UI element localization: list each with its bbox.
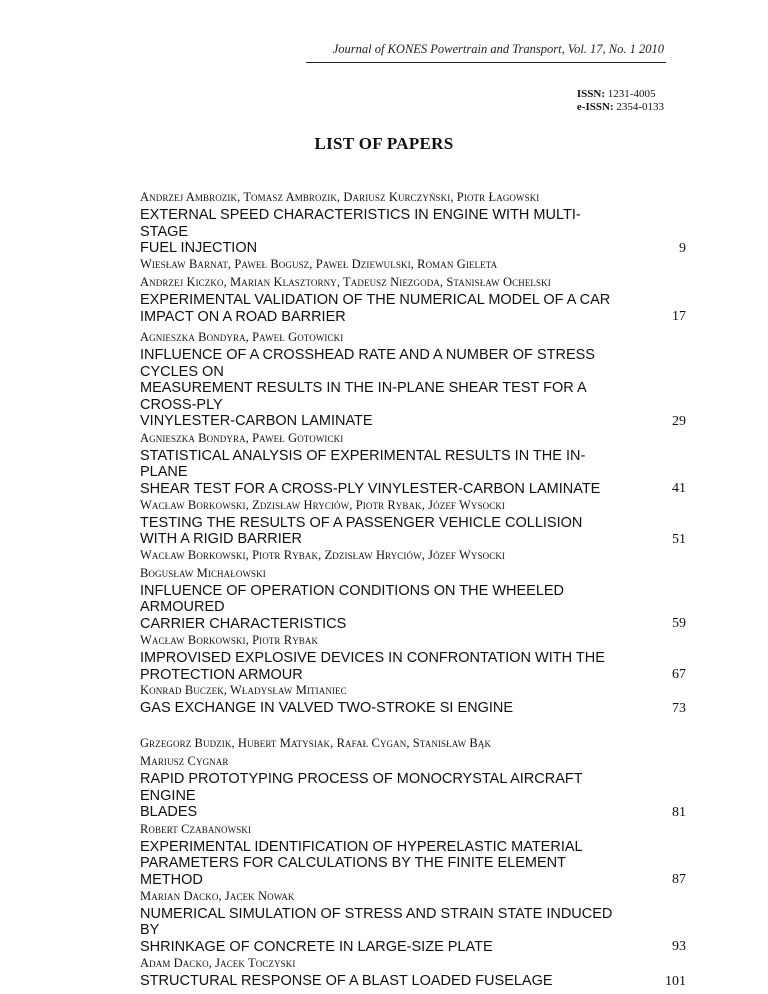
eissn-value: 2354-0133 (616, 101, 664, 113)
page-title: LIST OF PAPERS (314, 134, 454, 153)
paper-authors (140, 820, 686, 838)
author-line: Agnieszka Bondyra, Paweł Gotowicki (140, 430, 344, 445)
paper-title: EXPERIMENTAL VALIDATION OF THE NUMERICAL MODEL OF A CAR IMPACT ON A ROAD BARRIER (140, 292, 611, 325)
paper-entry (140, 734, 686, 821)
paper-authors (140, 496, 686, 514)
eissn-label: e-ISSN: (576, 101, 614, 113)
author-line: Grzegorz Budzik, Hubert Matysiak, Rafał Cygan, Stanisław Bąk (140, 736, 492, 751)
author-line: Bogusław Michałowski (140, 565, 266, 580)
author-line: Mariusz Cygnar (140, 754, 229, 769)
paper-page-number: 87 (672, 872, 686, 888)
paper-entry (140, 496, 686, 548)
paper-title: GAS EXCHANGE IN VALVED TWO-STROKE SI ENGINE (140, 700, 514, 717)
author-line: Andrzej Ambrozik, Tomasz Ambrozik, Dariusz Kurczyński, Piotr Łagowski (140, 190, 540, 204)
paper-title: NUMERICAL SIMULATION OF STRESS AND STRAIN STATE INDUCED BY SHRINKAGE OF CONCRETE IN LARGE-SIZE PLATE (140, 905, 613, 955)
paper-entry (140, 328, 686, 430)
paper-authors (140, 954, 686, 972)
author-line: Robert Czabanowski (140, 821, 252, 836)
paper-page-number: 41 (672, 481, 686, 497)
eissn-line (577, 101, 664, 114)
paper-authors (140, 681, 686, 699)
header-rule (306, 62, 666, 63)
paper-page-number: 101 (665, 973, 686, 989)
issn-line (577, 88, 664, 101)
paper-entry (140, 631, 686, 683)
paper-authors (140, 734, 686, 770)
paper-page-number: 59 (672, 616, 686, 632)
author-line: Andrzej Kiczko, Marian Klasztorny, Tadeusz Niezgoda, Stanisław Ochelski (140, 275, 551, 290)
paper-title: STATISTICAL ANALYSIS OF EXPERIMENTAL RESULTS IN THE IN-PLANE SHEAR TEST FOR A CROSS-PLY VINYLESTER-CARBON LAMINATE (140, 447, 601, 497)
paper-page-number: 17 (672, 309, 686, 325)
issn-block (577, 88, 664, 114)
paper-title: INFLUENCE OF A CROSSHEAD RATE AND A NUMBER OF STRESS CYCLES ON MEASUREMENT RESULTS IN THE IN-PLANE SHEAR TEST FOR A CROSS-PLY VINYLESTER-CARBON LAMINATE (140, 347, 595, 430)
paper-entry (140, 681, 686, 717)
paper-entry (140, 546, 686, 633)
paper-title: RAPID PROTOTYPING PROCESS OF MONOCRYSTAL AIRCRAFT ENGINE BLADES (140, 771, 583, 821)
paper-authors (140, 887, 686, 905)
author-line: Wacław Borkowski, Zdzisław Hryciów, Piotr Rybak, Józef Wysocki (140, 497, 506, 512)
paper-page-number: 93 (672, 939, 686, 955)
journal-header: Journal of KONES Powertrain and Transport, Vol. 17, No. 1 2010 (332, 42, 664, 56)
paper-title: EXPERIMENTAL IDENTIFICATION OF HYPERELASTIC MATERIAL PARAMETERS FOR CALCULATIONS BY THE FINITE ELEMENT METHOD (140, 838, 583, 888)
paper-title: TESTING THE RESULTS OF A PASSENGER VEHICLE COLLISION WITH A RIGID BARRIER (140, 514, 583, 548)
paper-page-number: 29 (672, 413, 686, 429)
paper-title: STRUCTURAL RESPONSE OF A BLAST LOADED FUSELAGE (140, 973, 553, 989)
author-line: Wiesław Barnat, Paweł Bogusz, Paweł Dziewulski, Roman Gieleta (140, 257, 498, 272)
paper-entry (140, 887, 686, 956)
paper-title: EXTERNAL SPEED CHARACTERISTICS IN ENGINE WITH MULTI-STAGE FUEL INJECTION (140, 207, 581, 256)
paper-page-number: 9 (679, 240, 686, 256)
paper-page-number: 73 (672, 700, 686, 716)
paper-entry (140, 954, 686, 990)
author-line: Adam Dacko, Jacek Toczyski (140, 956, 296, 970)
author-line: Marian Dacko, Jacek Nowak (140, 888, 295, 903)
author-line: Agnieszka Bondyra, Paweł Gotowicki (140, 330, 344, 345)
paper-authors (140, 546, 686, 582)
paper-authors (140, 255, 686, 291)
paper-page-number: 67 (672, 667, 686, 683)
author-line: Wacław Borkowski, Piotr Rybak (140, 633, 319, 648)
issn-label: ISSN: (576, 88, 606, 100)
paper-authors (140, 429, 686, 447)
paper-entry (140, 429, 686, 498)
issn-value: 1231-4005 (607, 88, 656, 100)
author-line: Konrad Buczek, Władysław Mitianiec (140, 683, 347, 698)
paper-entry (140, 188, 686, 257)
paper-authors (140, 188, 686, 206)
paper-authors (140, 328, 686, 346)
paper-entry (140, 820, 686, 889)
author-line: Wacław Borkowski, Piotr Rybak, Zdzisław Hryciów, Józef Wysocki (140, 547, 506, 562)
paper-authors (140, 631, 686, 649)
paper-page-number: 81 (672, 804, 686, 820)
paper-title: INFLUENCE OF OPERATION CONDITIONS ON THE WHEELED ARMOURED CARRIER CHARACTERISTICS (140, 582, 565, 632)
paper-title: IMPROVISED EXPLOSIVE DEVICES IN CONFRONTATION WITH THE PROTECTION ARMOUR (140, 650, 605, 683)
paper-entry (140, 255, 686, 325)
paper-page-number: 51 (672, 531, 686, 547)
